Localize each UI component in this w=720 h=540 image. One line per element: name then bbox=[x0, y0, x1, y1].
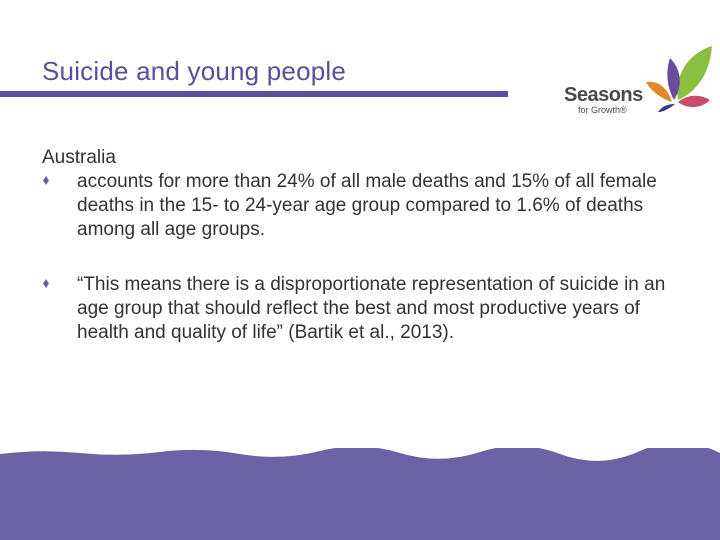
title-underline bbox=[0, 91, 508, 97]
slide-body bbox=[42, 146, 672, 345]
bullet-item bbox=[42, 273, 672, 345]
bullet-text: “This means there is a disproportionate representation of suicide in an age group that should reflect the best and most productive years of health and quality of life” (Bartik et al., 2013). bbox=[77, 274, 666, 343]
diamond-bullet-icon bbox=[43, 279, 49, 288]
orange-leaf-icon bbox=[646, 82, 672, 102]
blue-leaf-icon bbox=[658, 104, 675, 112]
slide-title: Suicide and young people bbox=[42, 56, 347, 86]
logo-wordmark: Seasons bbox=[564, 84, 643, 106]
leaves-logo-icon bbox=[644, 42, 716, 114]
lead-text: Australia bbox=[42, 147, 116, 168]
green-leaf-icon bbox=[677, 46, 712, 100]
bullet-text: accounts for more than 24% of all male deaths and 15% of all female deaths in the 15- to 24-year age group compared to 1.6% of deaths among all age groups. bbox=[77, 171, 657, 240]
bullet-item bbox=[42, 170, 672, 242]
diamond-bullet-icon bbox=[43, 176, 49, 185]
logo-tagline: for Growth® bbox=[578, 105, 627, 115]
footer-band bbox=[0, 448, 720, 540]
seasons-for-growth-logo bbox=[560, 40, 720, 120]
